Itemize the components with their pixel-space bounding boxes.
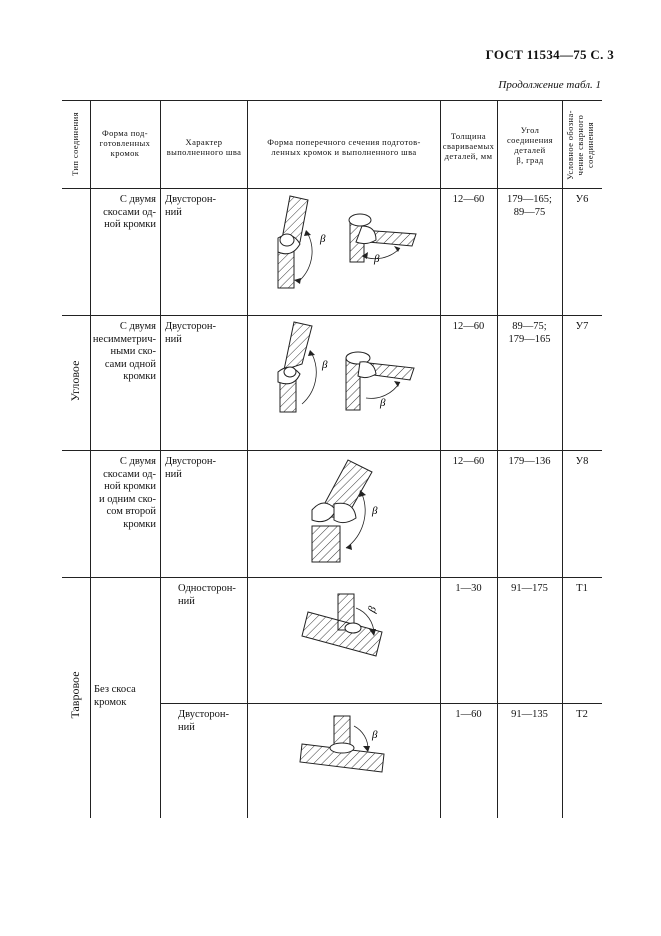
page-header: ГОСТ 11534—75 С. 3 (485, 47, 614, 62)
row-t1-thickness: 1—30 (455, 583, 482, 594)
continuation-note: Продолжение табл. 1 (498, 79, 601, 91)
col-edge-form-header: Форма под- готовленных кромок (99, 128, 151, 158)
section-figure-t1 (250, 582, 438, 700)
col-angle-header: Угол соединения деталей β, град (507, 125, 553, 165)
row-u7-angle: 89—75; 179—165 (508, 321, 551, 345)
row-u7-weld-character: Двусторон- ний (165, 321, 216, 345)
col-designation-header: Условное обозна- чение сварного соединения (565, 110, 595, 180)
row-u6-edge-form: С двумя скосами од- ной кромки (103, 194, 156, 230)
row-t-edge-form: Без скоса кромок (94, 684, 136, 708)
row-t2-designation: Т2 (576, 709, 588, 720)
row-u7-thickness: 12—60 (452, 321, 485, 332)
row-u6-designation: У6 (575, 194, 589, 205)
row-t1-angle: 91—175 (511, 583, 548, 594)
section-figure-t2 (250, 708, 438, 814)
row-u7-designation: У7 (575, 321, 589, 332)
group-tee-label: Тавровое (68, 671, 82, 719)
t1-beta: β (365, 604, 380, 615)
row-u8-angle: 179—136 (508, 456, 551, 467)
row-t2-weld-character: Двусторон- ний (178, 709, 229, 733)
t2-beta: β (372, 729, 378, 741)
row-u7-edge-form: С двумя несимметрич- ными ско- сами одной кромки (92, 321, 156, 382)
row-u8-designation: У8 (575, 456, 589, 467)
section-figure-u8 (250, 452, 438, 574)
row-t2-angle: 91—135 (511, 709, 548, 720)
u7-right-angle-arc (366, 382, 400, 398)
section-figure-u7 (250, 318, 438, 448)
u7-right-beta: β (380, 397, 386, 409)
col-thickness-header: Толщина свариваемых деталей, мм (442, 131, 495, 161)
section-figure-u6 (250, 190, 438, 312)
u7-left-angle-arc (302, 354, 316, 404)
col-weld-character-header: Характер выполненного шва (166, 137, 242, 157)
group-corner-label: Угловое (68, 360, 82, 402)
u8-beta: β (372, 505, 378, 517)
row-u8-edge-form: С двумя скосами од- ной кромки и одним ско- сом второй кромки (98, 456, 156, 530)
u7-left-beta: β (322, 359, 328, 371)
row-u6-thickness: 12—60 (452, 194, 485, 205)
u6-left-beta: β (320, 233, 326, 245)
row-u6-weld-character: Двусторон- ний (165, 194, 216, 218)
u6-right-beta: β (374, 253, 380, 265)
row-u8-weld-character: Двусторон- ний (165, 456, 216, 480)
col-type-header: Тип соединения (70, 112, 80, 176)
row-u8-thickness: 12—60 (452, 456, 485, 467)
row-t1-designation: Т1 (576, 583, 588, 594)
row-u6-angle: 179—165; 89—75 (507, 194, 552, 218)
col-section-header: Форма поперечного сечения подготов- ленных кромок и выполненного шва (267, 137, 421, 157)
row-t2-thickness: 1—60 (455, 709, 482, 720)
row-t1-weld-character: Односторон- ний (178, 583, 236, 607)
